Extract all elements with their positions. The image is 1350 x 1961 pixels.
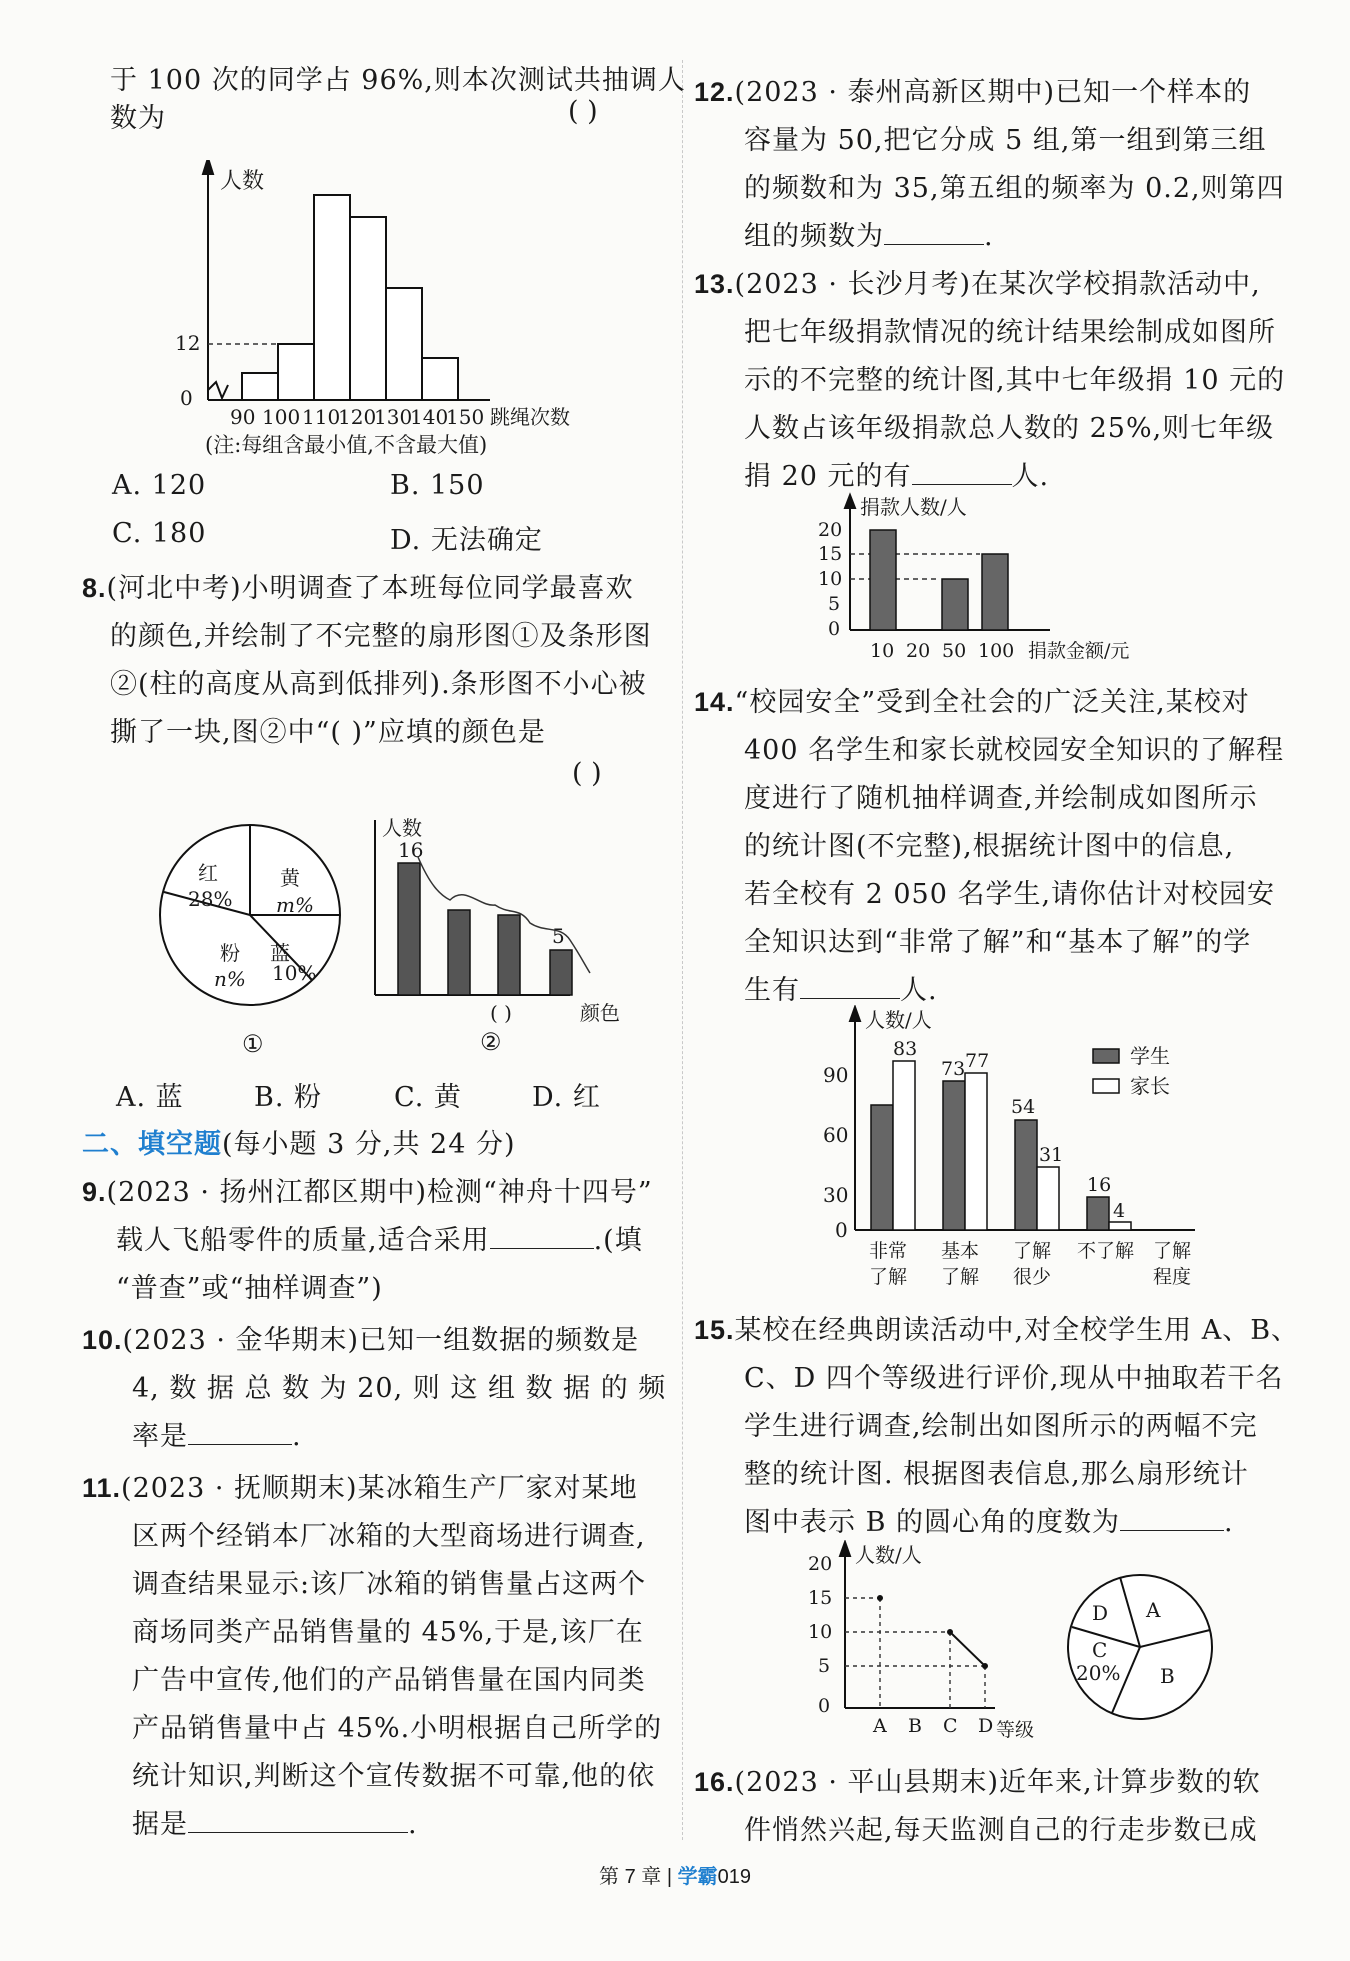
q13-line	[694, 262, 1261, 301]
q10-text: 率是	[132, 1421, 188, 1452]
tick-label: A	[873, 1715, 887, 1737]
blank-label: ( )	[490, 1001, 512, 1025]
tick-label: 0	[835, 1218, 848, 1242]
pie-label: 粉	[220, 941, 240, 965]
q13-text: 人.	[1011, 461, 1050, 492]
option-b[interactable]: B. 粉	[254, 1082, 323, 1113]
category-label: 程度	[1153, 1266, 1192, 1288]
tick-label: 20	[808, 1553, 833, 1575]
q15-pie-chart	[1050, 1565, 1230, 1735]
bar	[870, 530, 896, 630]
tick-label: 130	[374, 405, 413, 429]
tick-label: C	[943, 1715, 958, 1737]
q14-line	[744, 968, 938, 1007]
answer-blank[interactable]	[1120, 1504, 1224, 1531]
data-label: 16	[1087, 1174, 1112, 1196]
tick-label: 15	[808, 1587, 833, 1609]
answer-blank[interactable]	[188, 1806, 408, 1833]
tick-label: 10	[870, 640, 895, 662]
q11-text: 统计知识,判断这个宣传数据不可靠,他的依	[132, 1761, 656, 1792]
x-axis-label: 颜色	[580, 1001, 620, 1025]
q12-text: 的频数和为 35,第五组的频率为 0.2,则第四	[744, 173, 1285, 204]
question-number: 16.	[694, 1767, 735, 1797]
q16-text: 件悄然兴起,每天监测自己的行走步数已成	[744, 1815, 1258, 1846]
q8-text: 撕了一块,图②中“( )”应填的颜色是	[110, 717, 546, 748]
tick-label: 5	[818, 1655, 831, 1677]
question-number: 13.	[694, 269, 735, 299]
pie-label: 28%	[188, 887, 233, 911]
data-point	[947, 1629, 953, 1635]
category-label: 了解	[869, 1266, 908, 1288]
figure-caption: ②	[480, 1028, 502, 1056]
q15-text: .	[1224, 1507, 1234, 1538]
q13-text: 示的不完整的统计图,其中七年级捐 10 元的	[744, 365, 1286, 396]
q11-text: 据是	[132, 1809, 188, 1840]
section-title: 二、填空题	[82, 1129, 222, 1160]
category-label: 不了解	[1077, 1240, 1135, 1262]
question-number: 10.	[82, 1325, 123, 1355]
option-d[interactable]: D. 红	[532, 1082, 601, 1113]
q12-text: 组的频数为	[744, 221, 884, 252]
q9-text: “普查”或“抽样调查”)	[116, 1273, 383, 1304]
q13-text: (2023 · 长沙月考)在某次学校捐款活动中,	[734, 269, 1261, 300]
category-label: 基本	[941, 1240, 980, 1262]
histogram-bar	[314, 195, 350, 400]
q12-text: .	[984, 221, 994, 252]
q10-line	[82, 1318, 639, 1357]
tick-label: B	[908, 1715, 922, 1737]
histogram-bar	[242, 373, 278, 400]
q8-text: (河北中考)小明调查了本班每位同学最喜欢	[106, 573, 634, 604]
q8-text: 的颜色,并绘制了不完整的扇形图①及条形图	[110, 621, 652, 652]
q14-text: 人.	[900, 975, 938, 1006]
y-axis-label: 人数/人	[855, 1543, 922, 1567]
q11-text: 区两个经销本厂冰箱的大型商场进行调查,	[132, 1521, 646, 1552]
page-footer	[0, 1860, 1350, 1889]
data-label: 77	[965, 1050, 990, 1072]
bar-parent	[893, 1061, 915, 1230]
y-axis-label: 人数	[382, 816, 422, 840]
histogram-bar	[350, 217, 386, 400]
option-b[interactable]: B. 150	[390, 470, 485, 501]
answer-blank[interactable]	[188, 1418, 292, 1445]
category-label: 非常	[869, 1240, 908, 1262]
pie-label: m%	[276, 893, 314, 917]
answer-blank[interactable]	[884, 218, 984, 245]
legend-swatch-parent	[1093, 1079, 1119, 1093]
data-label: 73	[941, 1058, 966, 1080]
q8-line	[82, 566, 634, 605]
q11-text: 广告中宣传,他们的产品销售量在国内同类	[132, 1665, 646, 1696]
q11-text: 商场同类产品销售量的 45%,于是,该厂在	[132, 1617, 644, 1648]
answer-blank[interactable]	[800, 972, 900, 999]
tick-label: 110	[302, 405, 341, 429]
q14-grouped-bar-chart	[815, 1005, 1215, 1295]
y-axis-label: 人数/人	[865, 1008, 932, 1032]
bar-parent	[965, 1073, 987, 1230]
footer-separator: |	[666, 1866, 673, 1888]
bar	[398, 863, 420, 995]
data-label: 83	[893, 1038, 918, 1060]
data-label: 31	[1039, 1144, 1064, 1166]
q15-line-chart	[800, 1540, 1060, 1740]
q7-text: 数为	[110, 103, 166, 134]
pie-label: B	[1160, 1664, 1175, 1688]
histogram-bar	[386, 288, 422, 400]
data-label: 4	[1113, 1200, 1126, 1222]
bar-student	[1087, 1197, 1109, 1230]
data-label: 54	[1011, 1096, 1036, 1118]
question-number: 12.	[694, 77, 735, 107]
tick-label: 120	[338, 405, 377, 429]
tick-label: 5	[828, 593, 841, 615]
q10-text: .	[292, 1421, 302, 1452]
tick-label: 100	[978, 640, 1015, 662]
tick-label: 100	[262, 405, 301, 429]
q14-text: “校园安全”受到全社会的广泛关注,某校对	[734, 687, 1250, 718]
q14-text: 400 名学生和家长就校园安全知识的了解程	[744, 735, 1285, 766]
q15-text: C、D 四个等级进行评价,现从中抽取若干名	[744, 1363, 1284, 1394]
tick-label: 20	[906, 640, 931, 662]
q11-text: .	[408, 1809, 418, 1840]
figure-caption: ①	[242, 1030, 264, 1058]
tick-label: 150	[446, 405, 485, 429]
option-c[interactable]: C. 黄	[394, 1082, 462, 1113]
x-axis-label: 跳绳次数	[490, 405, 570, 429]
bar	[942, 579, 968, 630]
tick-label: 0	[828, 618, 841, 640]
bar-student	[943, 1081, 965, 1230]
q13-bar-chart	[810, 490, 1180, 665]
chart-note: (注:每组含最小值,不含最大值)	[205, 433, 488, 457]
bar	[448, 910, 470, 995]
tick-label: 15	[818, 543, 843, 565]
x-axis-label: 等级	[996, 1719, 1035, 1740]
answer-paren[interactable]: ( )	[572, 758, 602, 789]
tick-label: 90	[823, 1063, 849, 1087]
bar-student	[871, 1105, 893, 1230]
answer-paren[interactable]: ( )	[568, 96, 598, 127]
q14-text: 度进行了随机抽样调查,并绘制成如图所示	[744, 783, 1258, 814]
q11-text: 调查结果显示:该厂冰箱的销售量占这两个	[132, 1569, 647, 1600]
pie-label: n%	[214, 967, 246, 991]
question-number: 11.	[82, 1473, 122, 1503]
q14-text: 的统计图(不完整),根据统计图中的信息,	[744, 831, 1235, 862]
histogram-bar	[422, 358, 458, 400]
chapter-label: 第 7 章	[599, 1866, 662, 1888]
line-segment	[950, 1632, 985, 1666]
q16-line	[694, 1760, 1261, 1799]
data-label: 5	[552, 924, 565, 948]
tick-label: 10	[818, 568, 843, 590]
data-point	[877, 1595, 883, 1601]
q14-text: 生有	[744, 975, 800, 1006]
q12-text: 容量为 50,把它分成 5 组,第一组到第三组	[744, 125, 1267, 156]
category-label: 了解	[1013, 1240, 1052, 1262]
q9-text: .(填	[593, 1225, 643, 1256]
q8-pie-chart	[150, 820, 350, 1060]
answer-blank[interactable]	[490, 1222, 594, 1249]
histogram-bar	[278, 344, 314, 400]
tick-label: 12	[175, 331, 201, 355]
q15-text: 图中表示 B 的圆心角的度数为	[744, 1507, 1121, 1538]
q14-line	[694, 680, 1250, 719]
q11-line	[132, 1802, 418, 1841]
category-label: 了解	[1153, 1240, 1192, 1262]
pie-label: C	[1092, 1638, 1108, 1662]
tick-label: 30	[823, 1183, 849, 1207]
tick-label: 90	[230, 405, 256, 429]
q13-text: 人数占该年级捐款总人数的 25%,则七年级	[744, 413, 1275, 444]
tick-label: 60	[823, 1123, 849, 1147]
q10-text: (2023 · 金华期末)已知一组数据的频数是	[122, 1325, 640, 1356]
pie-label: 10%	[272, 961, 317, 985]
legend-swatch-student	[1093, 1049, 1119, 1063]
question-number: 8.	[82, 573, 107, 603]
option-a[interactable]: A. 蓝	[116, 1082, 184, 1113]
q11-text: 产品销售量中占 45%.小明根据自己所学的	[132, 1713, 663, 1744]
y-axis-label: 捐款人数/人	[860, 495, 967, 519]
data-label: 16	[398, 838, 424, 862]
q15-line	[744, 1500, 1234, 1539]
question-number: 15.	[694, 1315, 735, 1345]
category-label: 很少	[1013, 1266, 1052, 1288]
bar-student	[1015, 1120, 1037, 1230]
tick-label: 140	[410, 405, 449, 429]
section-heading	[82, 1122, 516, 1161]
answer-blank[interactable]	[912, 458, 1012, 485]
q11-line	[82, 1466, 638, 1505]
q7-histogram	[170, 160, 610, 460]
q12-line	[744, 214, 994, 253]
bar	[550, 950, 572, 995]
q13-text: 把七年级捐款情况的统计结果绘制成如图所	[744, 317, 1276, 348]
tick-label: 0	[180, 386, 193, 410]
q9-text: (2023 · 扬州江都区期中)检测“神舟十四号”	[106, 1177, 653, 1208]
q15-text: 整的统计图. 根据图表信息,那么扇形统计	[744, 1459, 1249, 1490]
brand-logo: 学霸	[677, 1866, 718, 1888]
q16-text: (2023 · 平山县期末)近年来,计算步数的软	[734, 1767, 1261, 1798]
tick-label: 50	[942, 640, 967, 662]
q12-line	[694, 70, 1251, 109]
q15-text: 某校在经典朗读活动中,对全校学生用 A、B、	[734, 1315, 1300, 1346]
q13-text: 捐 20 元的有	[744, 461, 912, 492]
legend-label: 学生	[1130, 1044, 1170, 1068]
q9-text: 载人飞船零件的质量,适合采用	[116, 1225, 490, 1256]
x-axis-label: 捐款金额/元	[1028, 640, 1130, 662]
tick-label: 0	[818, 1695, 831, 1717]
tick-label: 10	[808, 1621, 833, 1643]
question-number: 14.	[694, 687, 735, 717]
data-point	[982, 1663, 988, 1669]
pie-label: D	[1092, 1601, 1109, 1625]
option-c[interactable]: C. 180	[112, 518, 207, 549]
bar	[498, 915, 520, 995]
bar-parent	[1109, 1222, 1131, 1230]
tick-label: D	[978, 1715, 994, 1737]
q14-text: 全知识达到“非常了解”和“基本了解”的学	[744, 927, 1252, 958]
q15-text: 学生进行调查,绘制出如图所示的两幅不完	[744, 1411, 1258, 1442]
q8-text: ②(柱的高度从高到低排列).条形图不小心被	[110, 669, 647, 700]
question-number: 9.	[82, 1177, 107, 1207]
category-label: 了解	[941, 1266, 980, 1288]
option-d[interactable]: D. 无法确定	[390, 525, 543, 556]
q9-line	[82, 1170, 653, 1209]
page-number: 019	[717, 1866, 751, 1888]
pie-label: 20%	[1076, 1661, 1121, 1685]
column-divider	[682, 60, 683, 1840]
q12-text: (2023 · 泰州高新区期中)已知一个样本的	[734, 77, 1252, 108]
pie-label: A	[1146, 1598, 1161, 1622]
y-axis-label: 人数	[220, 169, 265, 194]
bar-parent	[1037, 1167, 1059, 1230]
q15-line	[694, 1308, 1299, 1347]
q10-line	[132, 1414, 302, 1453]
q11-text: (2023 · 抚顺期末)某冰箱生产厂家对某地	[121, 1473, 638, 1504]
q10-text: 4, 数 据 总 数 为 20, 则 这 组 数 据 的 频	[132, 1373, 667, 1404]
tick-label: 20	[818, 519, 843, 541]
q13-line	[744, 454, 1049, 493]
q9-line	[116, 1218, 643, 1257]
q14-text: 若全校有 2 050 名学生,请你估计对校园安	[744, 879, 1276, 910]
pie-label: 蓝	[270, 941, 290, 965]
bar	[982, 554, 1008, 630]
legend-label: 家长	[1130, 1074, 1170, 1098]
section-subtitle: (每小题 3 分,共 24 分)	[222, 1129, 516, 1160]
pie-label: 红	[198, 861, 218, 885]
q7-text: 于 100 次的同学占 96%,则本次测试共抽调人	[110, 65, 686, 96]
pie-label: 黄	[280, 866, 300, 890]
option-a[interactable]: A. 120	[112, 470, 207, 501]
q8-bar-chart	[370, 815, 640, 1060]
